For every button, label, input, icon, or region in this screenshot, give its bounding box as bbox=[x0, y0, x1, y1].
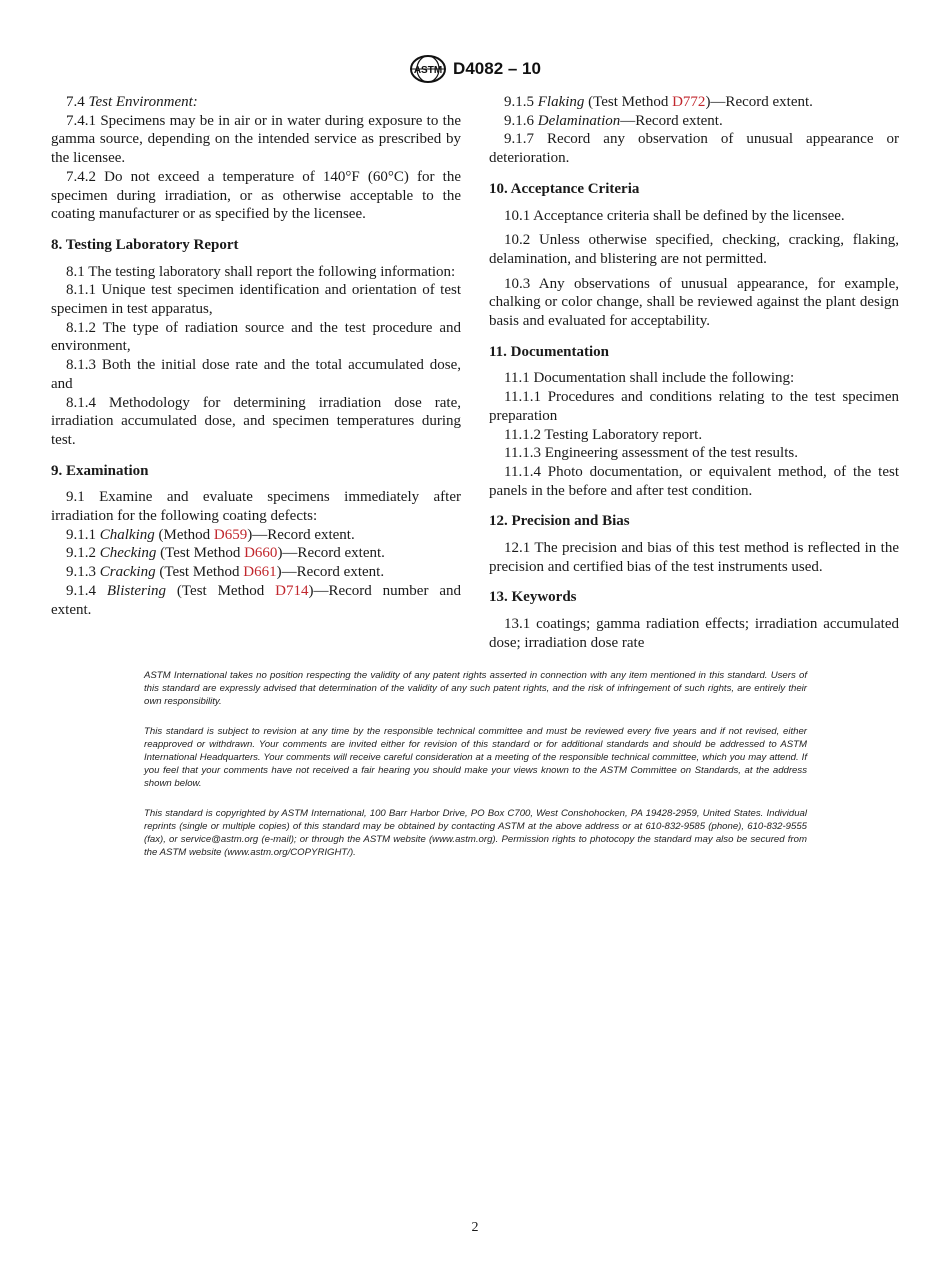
right-column bbox=[489, 93, 899, 653]
reference-link[interactable]: D659 bbox=[213, 526, 248, 543]
standard-designation: D4082 – 10 bbox=[453, 59, 541, 78]
section-10-heading: 10. Acceptance Criteria bbox=[489, 180, 640, 197]
page-number: 2 bbox=[471, 1220, 479, 1235]
legal-notices bbox=[144, 669, 807, 875]
section-9-1-6: 9.1.6 Delamination—Record extent. bbox=[504, 112, 723, 129]
astm-logo-icon bbox=[409, 54, 447, 84]
left-column bbox=[51, 93, 461, 619]
revision-notice: This standard is subject to revision at any time by the responsible technical committee and must be reviewed every five years and if not revised, either reapproved or withdrawn. Your comments are invited either for revision of this standard or for additional standards and should be addressed to ASTM International Headquarters. Your comments will receive careful consideration at a meeting of the responsible technical committee, which you may attend. If you feel that your comments have not received a fair hearing you should make your views known to the ASTM Committee on Standards, at the address shown below. bbox=[144, 725, 807, 790]
section-10-2: 10.2 Unless otherwise specified, checking, cracking, flaking, delamination, and blistering are not permitted. bbox=[489, 232, 899, 267]
section-11-1-3: 11.1.3 Engineering assessment of the test results. bbox=[504, 445, 798, 462]
reference-link[interactable]: D772 bbox=[672, 94, 706, 110]
section-9-1: 9.1 Examine and evaluate specimens immediately after irradiation for the following coating defects: bbox=[51, 489, 461, 525]
section-9-1-4: 9.1.4 Blistering (Test Method D714)—Record number and extent. bbox=[51, 582, 461, 618]
section-9-1-7: 9.1.7 Record any observation of unusual appearance or deterioration. bbox=[489, 131, 899, 167]
section-11-1-4: 11.1.4 Photo documentation, or equivalent method, of the test panels in the before and after test condition. bbox=[489, 463, 899, 499]
section-9-1-2: 9.1.2 Checking (Test Method D660)—Record extent. bbox=[66, 545, 385, 562]
section-8-1-1: 8.1.1 Unique test specimen identification and orientation of test specimen in test apparatus, bbox=[51, 282, 461, 318]
section-10-3: 10.3 Any observations of unusual appearance, for example, chalking or color change, shall be reviewed against the plant design basis and evaluated for acceptability. bbox=[489, 275, 899, 330]
section-12-1: 12.1 The precision and bias of this test method is reflected in the precision and certified bias of the test instruments used. bbox=[489, 540, 899, 575]
section-8-heading: 8. Testing Laboratory Report bbox=[51, 236, 239, 253]
page-header bbox=[0, 54, 950, 84]
reference-link[interactable]: D660 bbox=[244, 545, 278, 562]
reference-link[interactable]: D714 bbox=[275, 582, 309, 599]
section-7-4-1: 7.4.1 Specimens may be in air or in water during exposure to the gamma source, depending on the intended service as prescribed by the licensee. bbox=[51, 112, 461, 167]
section-8-1-2: 8.1.2 The type of radiation source and the test procedure and environment, bbox=[51, 319, 461, 355]
section-11-1-1: 11.1.1 Procedures and conditions relating to the test specimen preparation bbox=[489, 389, 899, 424]
section-10-1: 10.1 Acceptance criteria shall be defined by the licensee. bbox=[504, 207, 845, 224]
section-12-heading: 12. Precision and Bias bbox=[489, 513, 630, 530]
section-8-1-4: 8.1.4 Methodology for determining irradiation dose rate, irradiation accumulated dose, and specimen temperatures during test. bbox=[51, 394, 461, 448]
section-13-1: 13.1 coatings; gamma radiation effects; irradiation accumulated dose; irradiation dose rate bbox=[489, 616, 899, 651]
section-11-1: 11.1 Documentation shall include the following: bbox=[504, 370, 795, 387]
section-9-heading: 9. Examination bbox=[51, 462, 149, 479]
section-7-4-2: 7.4.2 Do not exceed a temperature of 140°F (60°C) for the specimen during irradiation, or as otherwise acceptable to the coating manufacturer or as specified by the licensee. bbox=[51, 168, 461, 223]
section-13-heading: 13. Keywords bbox=[489, 589, 577, 606]
copyright-notice: This standard is copyrighted by ASTM International, 100 Barr Harbor Drive, PO Box C700, West Conshohocken, PA 19428-2959, United States. Individual reprints (single or multiple copies) of this standard may be obtained by contacting ASTM at the above address or at 610-832-9585 (phone), 610-832-9555 (fax), or service@astm.org (e-mail); or through the ASTM website (www.astm.org). Permission rights to photocopy the standard may also be secured from the ASTM website (www.astm.org/COPYRIGHT/). bbox=[144, 807, 807, 859]
section-9-1-1: 9.1.1 Chalking (Method D659)—Record extent. bbox=[66, 526, 355, 543]
section-9-1-5: 9.1.5 Flaking (Test Method D772)—Record extent. bbox=[504, 94, 813, 110]
patent-notice: ASTM International takes no position respecting the validity of any patent rights asserted in connection with any item mentioned in this standard. Users of this standard are expressly advised that determination of the validity of any such patent rights, and the risk of infringement of such rights, are entirely their own responsibility. bbox=[144, 670, 807, 708]
reference-link[interactable]: D661 bbox=[243, 564, 277, 581]
section-8-1: 8.1 The testing laboratory shall report the following information: bbox=[66, 263, 456, 280]
section-9-1-3: 9.1.3 Cracking (Test Method D661)—Record extent. bbox=[66, 564, 385, 581]
section-11-1-2: 11.1.2 Testing Laboratory report. bbox=[504, 426, 703, 443]
svg-text:ASTM: ASTM bbox=[413, 65, 443, 76]
section-11-heading: 11. Documentation bbox=[489, 343, 609, 360]
section-8-1-3: 8.1.3 Both the initial dose rate and the total accumulated dose, and bbox=[51, 357, 461, 392]
section-7-4: 7.4 Test Environment: bbox=[66, 94, 198, 110]
